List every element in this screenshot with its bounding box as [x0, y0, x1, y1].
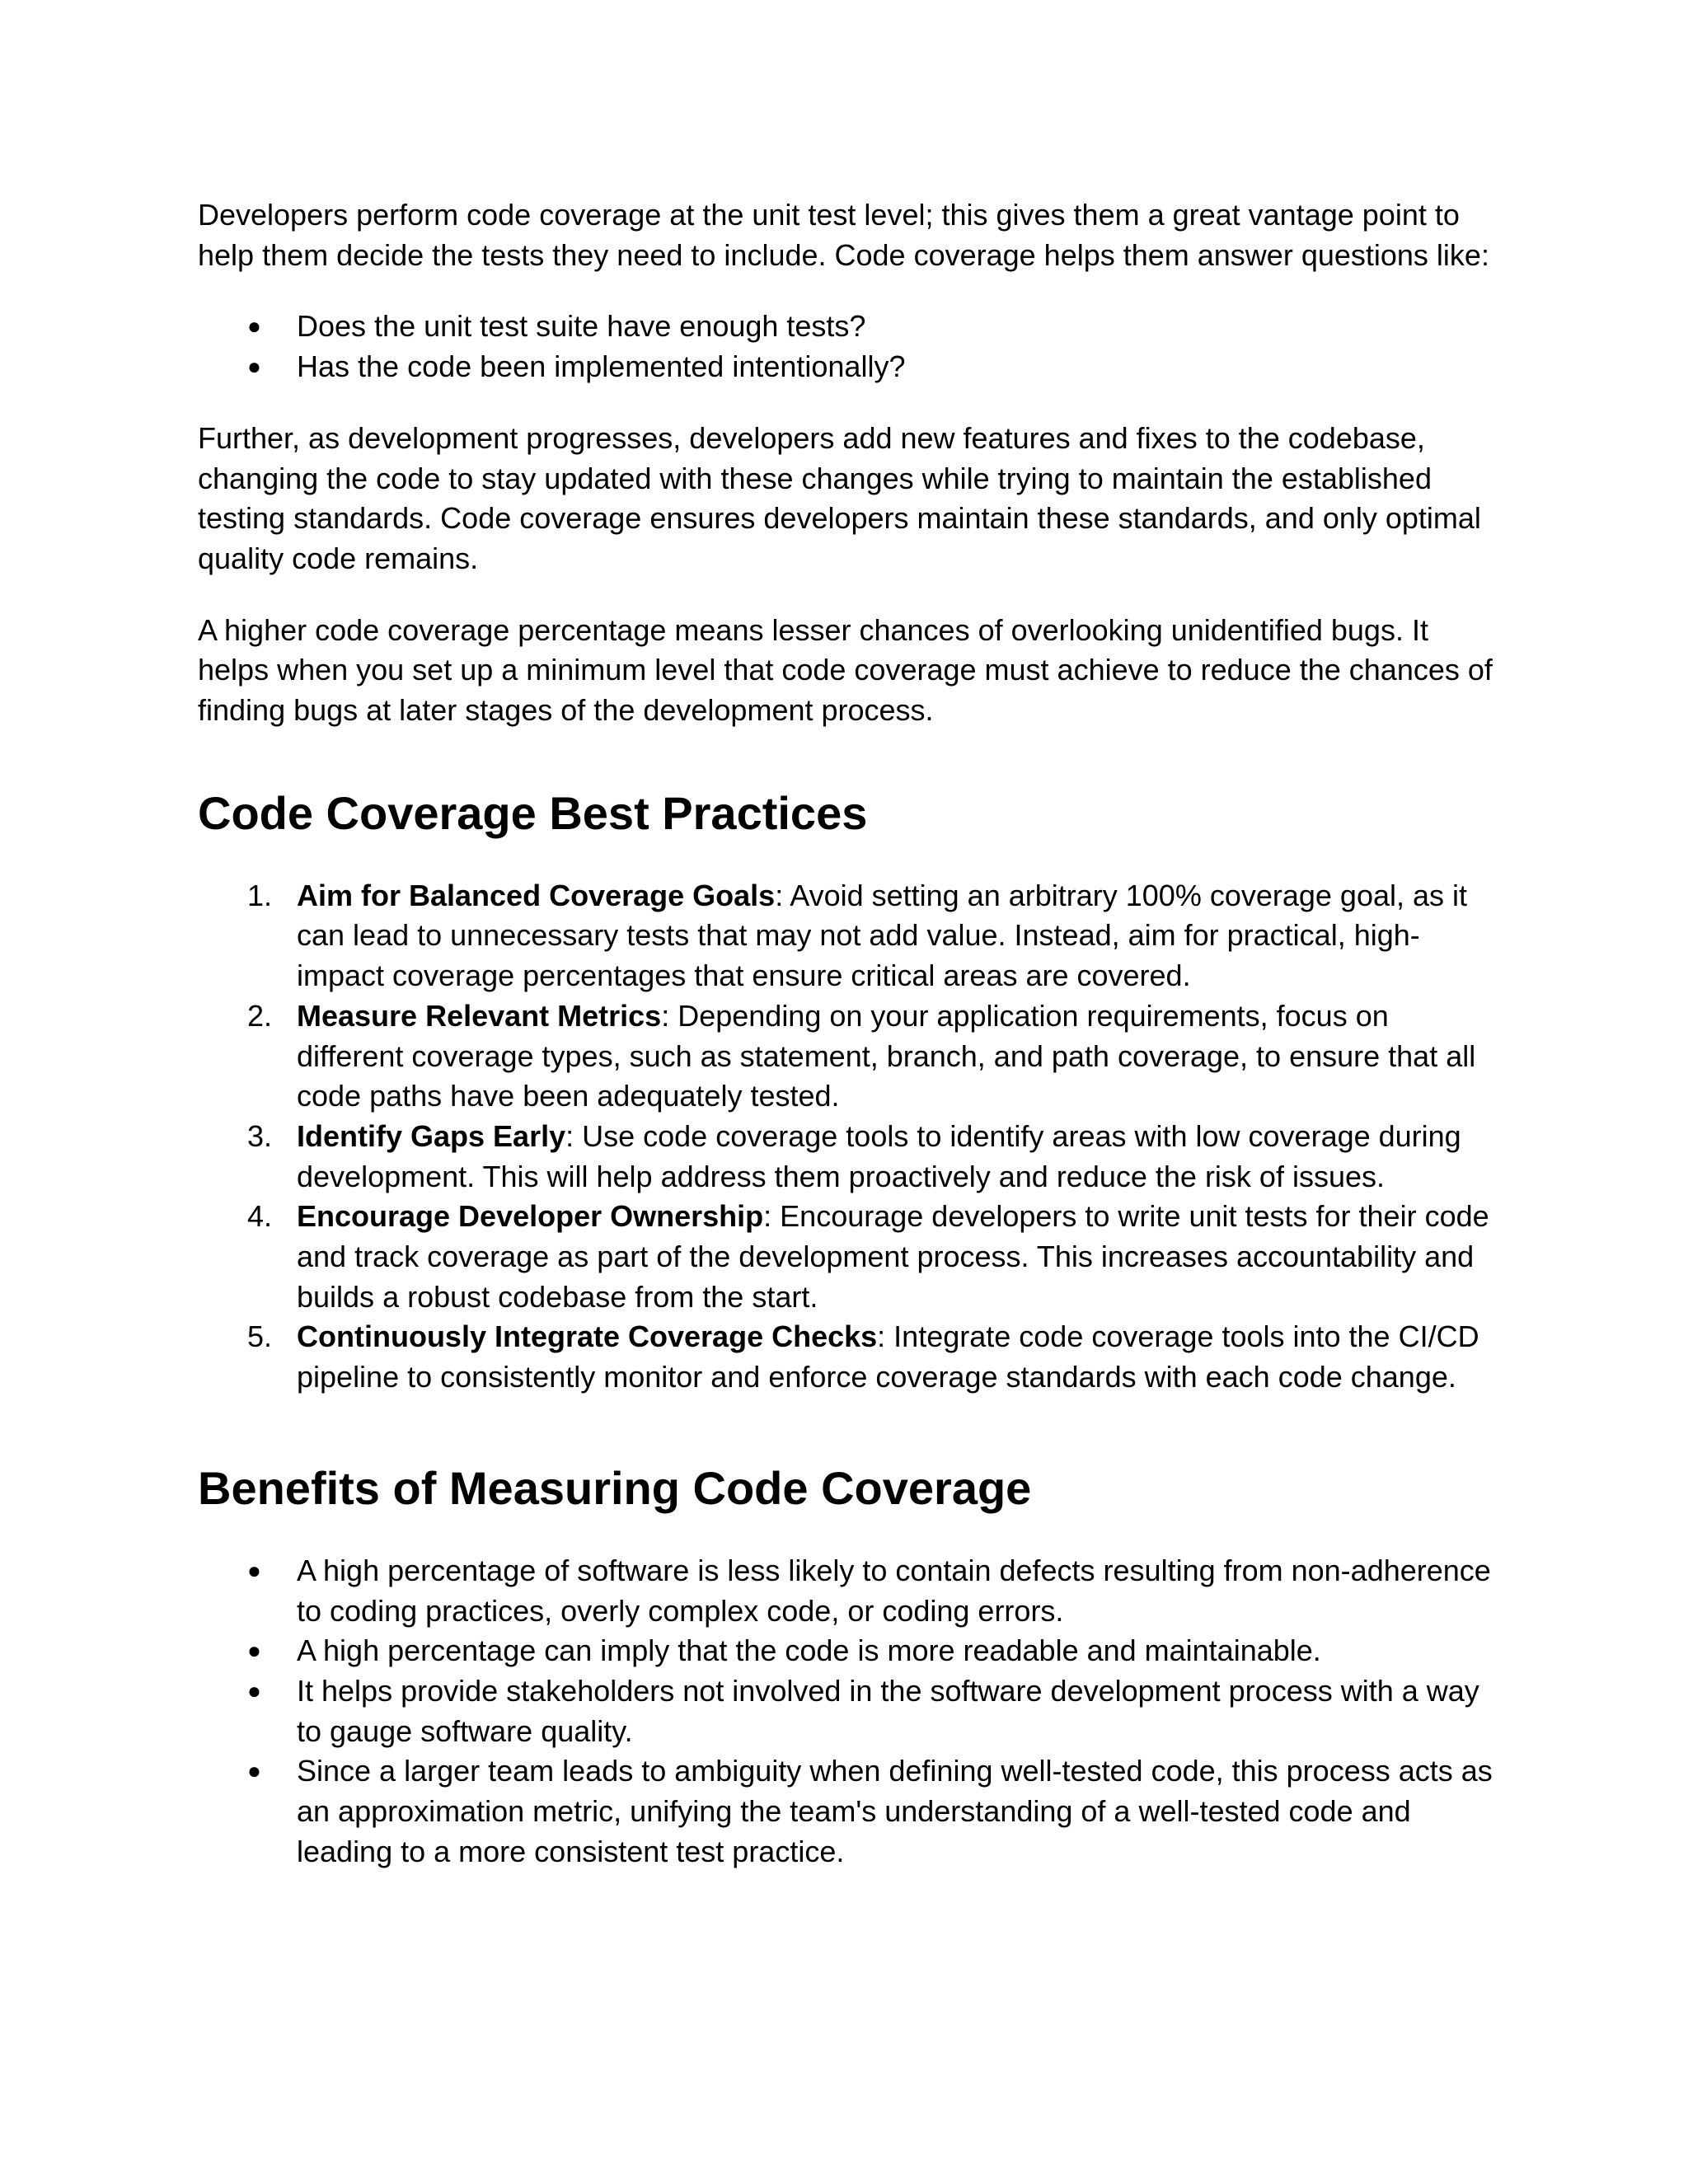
- list-item-text: Since a larger team leads to ambiguity when defining well-tested code, this process acts as an approximation metric, unifying the team's understanding of a well-tested code and leading to a more consistent test practice.: [297, 1754, 1493, 1868]
- list-item-text: : Depending on your application requirements, focus on different coverage types, such as statement, branch, and path coverage, to ensure that all code paths have been adequately tested.: [297, 998, 1476, 1113]
- list-item: [198, 1751, 1500, 1872]
- best-practices-list: [198, 876, 1500, 1398]
- list-item: [198, 1197, 1500, 1317]
- list-item: [198, 996, 1500, 1117]
- higher-paragraph: A higher code coverage percentage means lesser chances of overlooking unidentified bugs. It helps when you set up a minimum level that code coverage must achieve to reduce the chances of finding bugs at later stages of the development process.: [198, 612, 1493, 728]
- bullet-icon: ●: [247, 354, 261, 380]
- list-number: 3.: [247, 1118, 273, 1153]
- list-item-title: Continuously Integrate Coverage Checks: [297, 1319, 878, 1354]
- list-number: 1.: [247, 878, 273, 912]
- list-item-text: A high percentage of software is less likely to contain defects resulting from non-adherence to coding practices, overly complex code, or coding errors.: [297, 1553, 1491, 1628]
- list-item: [198, 347, 1500, 387]
- list-item: [198, 1317, 1500, 1397]
- list-item: [198, 1551, 1500, 1631]
- list-item-text: It helps provide stakeholders not involved in the software development process with a way to gauge software quality.: [297, 1673, 1479, 1748]
- list-item-title: Measure Relevant Metrics: [297, 998, 662, 1033]
- list-item-title: Aim for Balanced Coverage Goals: [297, 878, 776, 912]
- list-item: [198, 1631, 1500, 1671]
- list-item-text: : Encourage developers to write unit tests for their code and track coverage as part of the development process. This increases accountability and builds a robust codebase from the start.: [297, 1199, 1489, 1314]
- intro-paragraph: Developers perform code coverage at the unit test level; this gives them a great vantage point to help them decide the tests they need to include. Code coverage helps them answer questions like:: [198, 198, 1489, 272]
- section-heading-best-practices: Code Coverage Best Practices: [198, 786, 868, 839]
- list-item-text: Does the unit test suite have enough tests?: [297, 309, 866, 344]
- benefits-list: [198, 1551, 1500, 1872]
- list-item: [198, 307, 1500, 347]
- list-item-text: Has the code been implemented intentionally?: [297, 349, 906, 384]
- bullet-icon: ●: [247, 1557, 261, 1583]
- list-item-title: Encourage Developer Ownership: [297, 1199, 764, 1234]
- bullet-icon: ●: [247, 313, 261, 340]
- list-item-text: A high percentage can imply that the code is more readable and maintainable.: [297, 1633, 1321, 1668]
- list-item-text: : Integrate code coverage tools into the CI/CD pipeline to consistently monitor and enforce coverage standards with each code change.: [297, 1319, 1479, 1394]
- bullet-icon: ●: [247, 1638, 261, 1664]
- document-page: [198, 195, 1500, 1872]
- list-item: [198, 1671, 1500, 1751]
- bullet-icon: ●: [247, 1758, 261, 1784]
- list-number: 4.: [247, 1199, 273, 1234]
- list-number: 5.: [247, 1319, 273, 1354]
- list-item: [198, 876, 1500, 996]
- list-number: 2.: [247, 998, 273, 1033]
- questions-list: [198, 307, 1500, 387]
- section-heading-benefits: Benefits of Measuring Code Coverage: [198, 1461, 1032, 1514]
- list-item-text: : Use code coverage tools to identify areas with low coverage during development. This will help address them proactively and reduce the risk of issues.: [297, 1118, 1461, 1193]
- bullet-icon: ●: [247, 1677, 261, 1704]
- list-item-text: : Avoid setting an arbitrary 100% coverage goal, as it can lead to unnecessary tests that may not add value. Instead, aim for practical, high-impact coverage percentages that ensure critical areas are covered.: [297, 878, 1468, 993]
- further-paragraph: Further, as development progresses, developers add new features and fixes to the codebase, changing the code to stay updated with these changes while trying to maintain the established testing standards. Code coverage ensures developers maintain these standards, and only optimal quality code remains.: [198, 420, 1481, 575]
- list-item: [198, 1117, 1500, 1197]
- list-item-title: Identify Gaps Early: [297, 1118, 566, 1153]
